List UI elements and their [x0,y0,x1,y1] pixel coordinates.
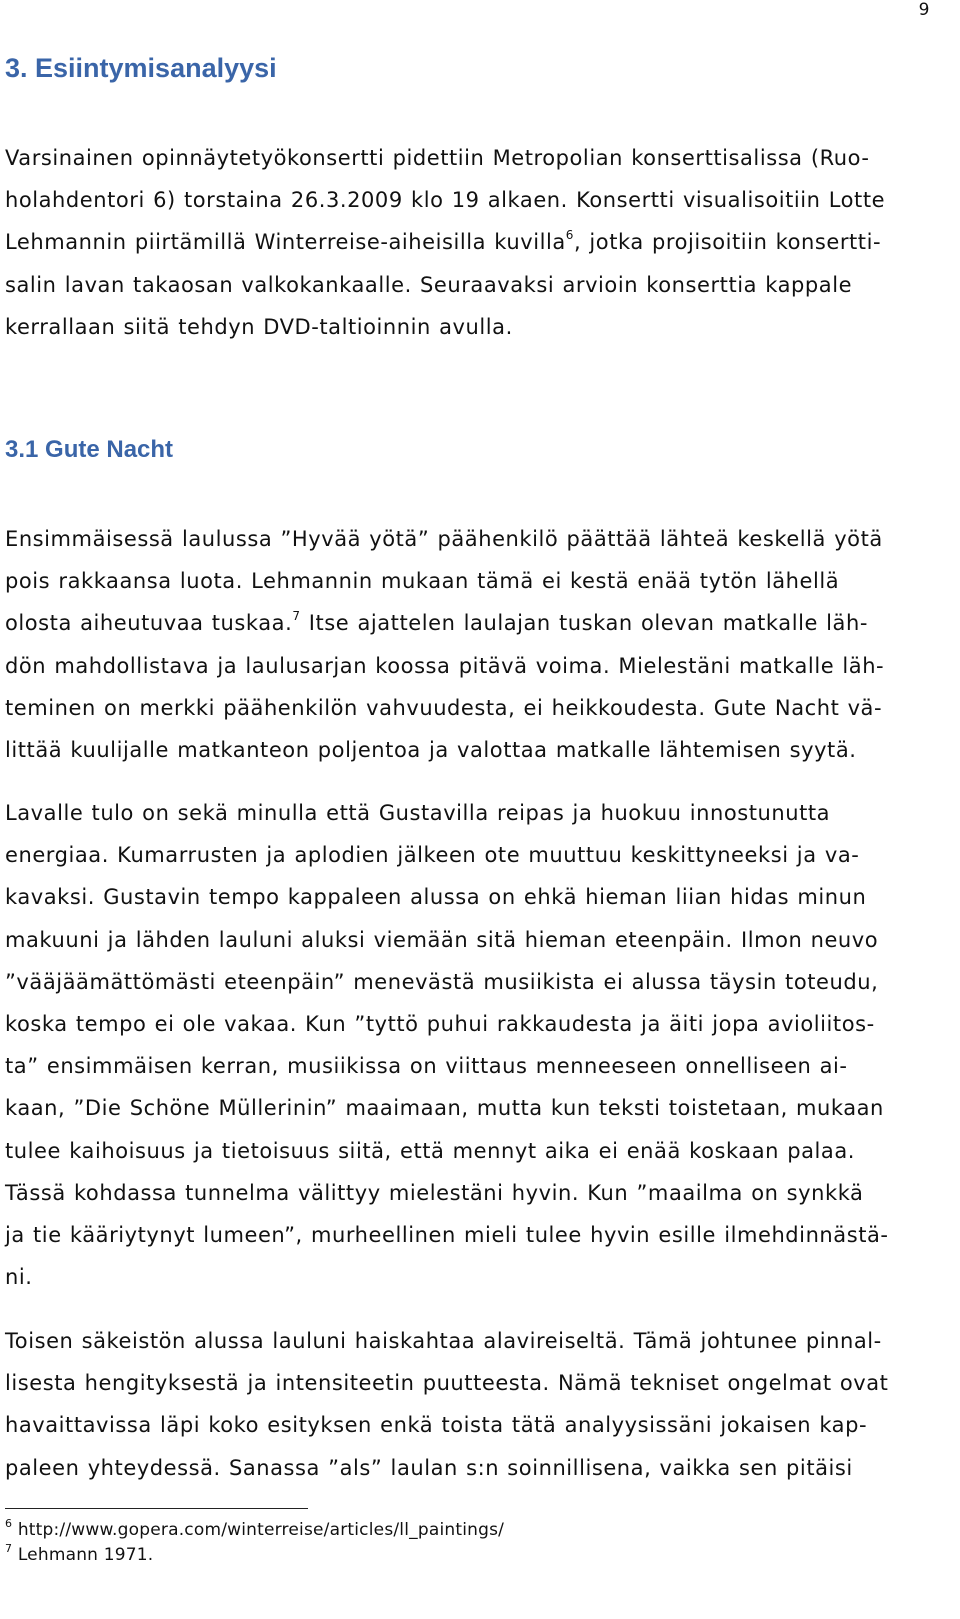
text-line: Lavalle tulo on sekä minulla että Gustavilla reipas ja huokuu innostunutta [5,801,831,825]
text-line: salin lavan takaosan valkokankaalle. Seuraavaksi arvioin konserttia kappale [5,272,853,297]
text-line: ni. [5,1265,33,1290]
text-line [5,221,930,263]
footnote-divider [5,1508,308,1509]
text-line: dön mahdollistava ja laulusarjan koossa pitävä voima. Mielestäni matkalle läh- [5,653,885,678]
text-fragment: Lehmannin piirtämillä Winterreise-aiheisilla kuvilla [5,230,566,255]
text-line: Toisen säkeistön alussa lauluni haiskahtaa alavireiseltä. Tämä johtunee pinnal- [5,1329,882,1353]
text-line: koska tempo ei ole vakaa. Kun ”tyttö puhui rakkaudesta ja äiti jopa avioliitos- [5,1012,875,1037]
text-line: ja tie kääriytynyt lumeen”, murheellinen mieli tulee hyvin esille ilmehdinnästä- [5,1223,889,1248]
text-line: makuuni ja lähden lauluni aluksi viemään sitä hieman eteenpäin. Ilmon neuvo [5,927,879,952]
text-line: kerrallaan siitä tehdyn DVD-taltioinnin avulla. [5,314,513,339]
footnote-ref: 7 [292,609,301,624]
text-fragment: olosta aiheutuvaa tuskaa. [5,611,293,636]
footnote [5,1543,905,1568]
text-line: teminen on merkki päähenkilön vahvuudesta, ei heikkoudesta. Gute Nacht vä- [5,695,883,720]
footnote-ref: 6 [565,228,574,243]
paragraph-2 [5,792,930,1298]
text-line: pois rakkaansa luota. Lehmannin mukaan tämä ei kestä enää tytön lähellä [5,569,840,594]
paragraph-3 [5,1320,930,1489]
text-line: holahdentori 6) torstaina 26.3.2009 klo 19 alkaen. Konsertti visualisoitiin Lotte [5,188,886,213]
text-line: ”vääjäämättömästi eteenpäin” menevästä musiikista ei alussa täysin toteudu, [5,969,879,994]
section-heading: 3. Esiintymisanalyysi [5,53,277,83]
subsection-heading: 3.1 Gute Nacht [5,436,174,463]
footnotes [5,1518,905,1568]
page-number: 9 [918,0,930,20]
text-line: Varsinainen opinnäytetyökonsertti pidettiin Metropolian konserttisalissa (Ruo- [5,146,870,170]
text-line: Ensimmäisessä laulussa ”Hyvää yötä” päähenkilö päättää lähteä keskellä yötä [5,527,883,551]
paragraph-1 [5,518,930,771]
footnote-link[interactable]: http://www.gopera.com/winterreise/articles/ll_paintings/ [17,1520,505,1540]
intro-paragraph [5,137,930,348]
text-fragment: Itse ajattelen laulajan tuskan olevan matkalle läh- [300,611,868,636]
text-line: paleen yhteydessä. Sanassa ”als” laulan s:n soinnillisena, vaikka sen pitäisi [5,1455,853,1480]
text-line: ta” ensimmäisen kerran, musiikissa on viittaus menneeseen onnelliseen ai- [5,1054,848,1079]
text-line: Tässä kohdassa tunnelma välittyy mielestäni hyvin. Kun ”maailma on synkkä [5,1180,864,1205]
text-line: kaan, ”Die Schöne Müllerinin” maaimaan, mutta kun teksti toistetaan, mukaan [5,1096,884,1121]
text-line: havaittavissa läpi koko esityksen enkä toista tätä analyysissäni jokaisen kap- [5,1413,868,1438]
text-line: kavaksi. Gustavin tempo kappaleen alussa on ehkä hieman liian hidas minun [5,885,867,910]
text-line [5,602,930,644]
footnote-text: Lehmann 1971. [17,1545,154,1565]
text-line: littää kuulijalle matkanteon poljentoa ja valottaa matkalle lähtemisen syytä. [5,738,857,763]
footnote-number: 7 [5,1542,13,1555]
text-line: tulee kaihoisuus ja tietoisuus siitä, että mennyt aika ei enää koskaan palaa. [5,1138,855,1163]
footnote-number: 6 [5,1517,13,1530]
text-line: energiaa. Kumarrusten ja aplodien jälkeen ote muuttuu keskittyneeksi ja va- [5,843,860,868]
text-line: lisesta hengityksestä ja intensiteetin puutteesta. Nämä tekniset ongelmat ovat [5,1371,889,1396]
text-fragment: , jotka projisoitiin konsertti- [573,230,882,255]
footnote [5,1518,905,1543]
